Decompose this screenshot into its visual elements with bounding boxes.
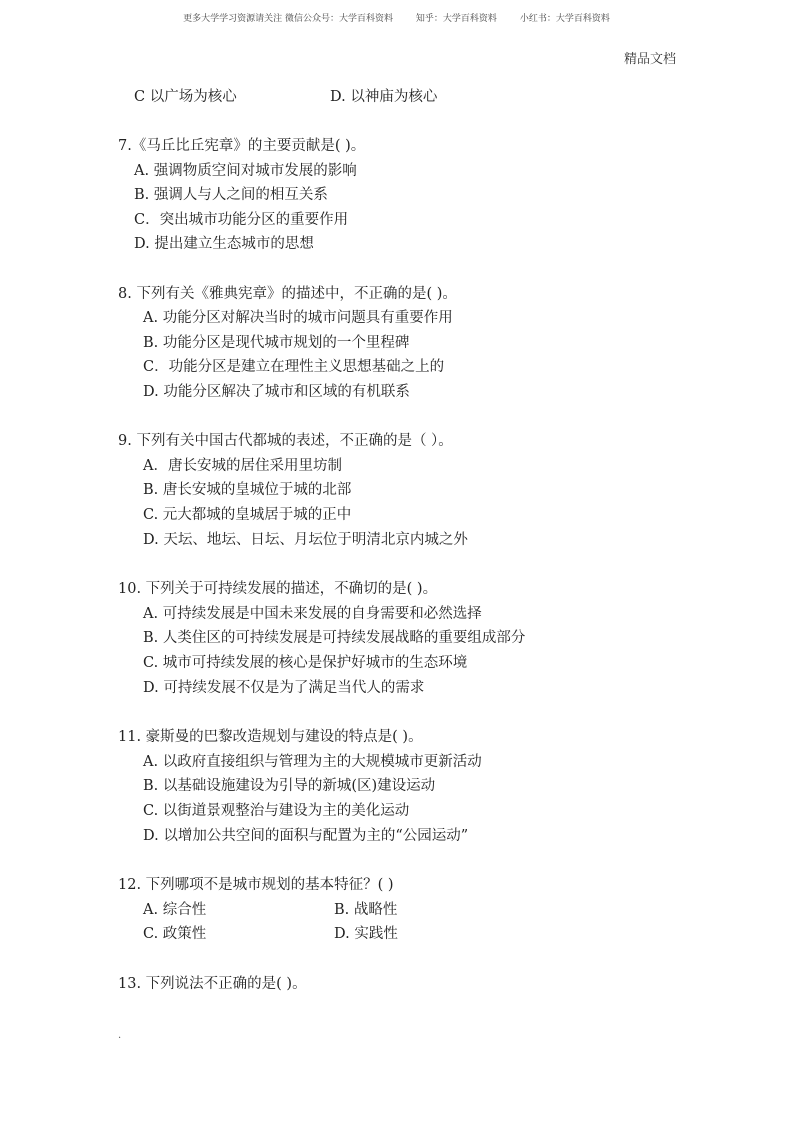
q10-option-b: B. 人类住区的可持续发展是可持续发展战略的重要组成部分: [143, 630, 526, 646]
q12-option-d: D. 实践性: [334, 926, 398, 942]
q7-option-c: C．突出城市功能分区的重要作用: [134, 212, 349, 228]
q7-option-d: D. 提出建立生态城市的思想: [134, 236, 314, 252]
header-banner: [0, 11, 793, 24]
brand-label: 精品文档: [624, 52, 677, 67]
prev-option-c: C 以广场为核心: [134, 89, 237, 105]
header-zhihu: 知乎：大学百科资料: [415, 14, 497, 24]
q9-option-a: A．唐长安城的居住采用里坊制: [143, 458, 342, 474]
q13-stem: 13. 下列说法不正确的是( )。: [118, 976, 307, 992]
q8-option-c: C．功能分区是建立在理性主义思想基础之上的: [143, 359, 445, 375]
q11-option-a: A. 以政府直接组织与管理为主的大规模城市更新活动: [143, 754, 482, 770]
q11-option-d: D. 以增加公共空间的面积与配置为主的“公园运动”: [143, 828, 469, 844]
q9-option-b: B. 唐长安城的皇城位于城的北部: [143, 482, 352, 498]
q8-option-d: D. 功能分区解决了城市和区域的有机联系: [143, 384, 410, 400]
q9-stem: 9. 下列有关中国古代都城的表述，不正确的是（ ）。: [118, 433, 453, 449]
q11-stem: 11. 豪斯曼的巴黎改造规划与建设的特点是( )。: [118, 729, 423, 745]
q10-option-c: C. 城市可持续发展的核心是保护好城市的生态环境: [143, 655, 468, 671]
q8-option-b: B. 功能分区是现代城市规划的一个里程碑: [143, 335, 410, 351]
q12-option-b: B. 战略性: [334, 902, 398, 918]
q7-stem: 7.《马丘比丘宪章》的主要贡献是( )。: [118, 138, 366, 154]
q11-option-c: C. 以街道景观整治与建设为主的美化运动: [143, 803, 410, 819]
q9-option-d: D. 天坛、地坛、日坛、月坛位于明清北京内城之外: [143, 532, 468, 548]
q11-option-b: B. 以基础设施建设为引导的新城(区)建设运动: [143, 778, 436, 794]
q12-option-a: A. 综合性: [143, 902, 207, 918]
q9-option-c: C. 元大都城的皇城居于城的正中: [143, 507, 352, 523]
header-wechat: 更多大学学习资源请关注 微信公众号：大学百科资料: [183, 14, 394, 24]
q10-stem: 10. 下列关于可持续发展的描述，不确切的是( )。: [118, 581, 438, 597]
q8-option-a: A. 功能分区对解决当时的城市问题具有重要作用: [143, 310, 453, 326]
q12-option-c: C. 政策性: [143, 926, 207, 942]
q10-option-a: A. 可持续发展是中国未来发展的自身需要和必然选择: [143, 606, 482, 622]
q10-option-d: D. 可持续发展不仅是为了满足当代人的需求: [143, 680, 425, 696]
q7-option-a: A. 强调物质空间对城市发展的影响: [134, 163, 357, 179]
prev-option-d: D. 以神庙为核心: [330, 89, 438, 105]
q8-stem: 8. 下列有关《雅典宪章》的描述中，不正确的是( )。: [118, 286, 457, 302]
q12-stem: 12. 下列哪项不是城市规划的基本特征？( ): [118, 877, 394, 893]
footer-mark: .: [118, 1030, 122, 1041]
header-xiaohongshu: 小红书：大学百科资料: [519, 14, 610, 24]
q7-option-b: B. 强调人与人之间的相互关系: [134, 187, 328, 203]
